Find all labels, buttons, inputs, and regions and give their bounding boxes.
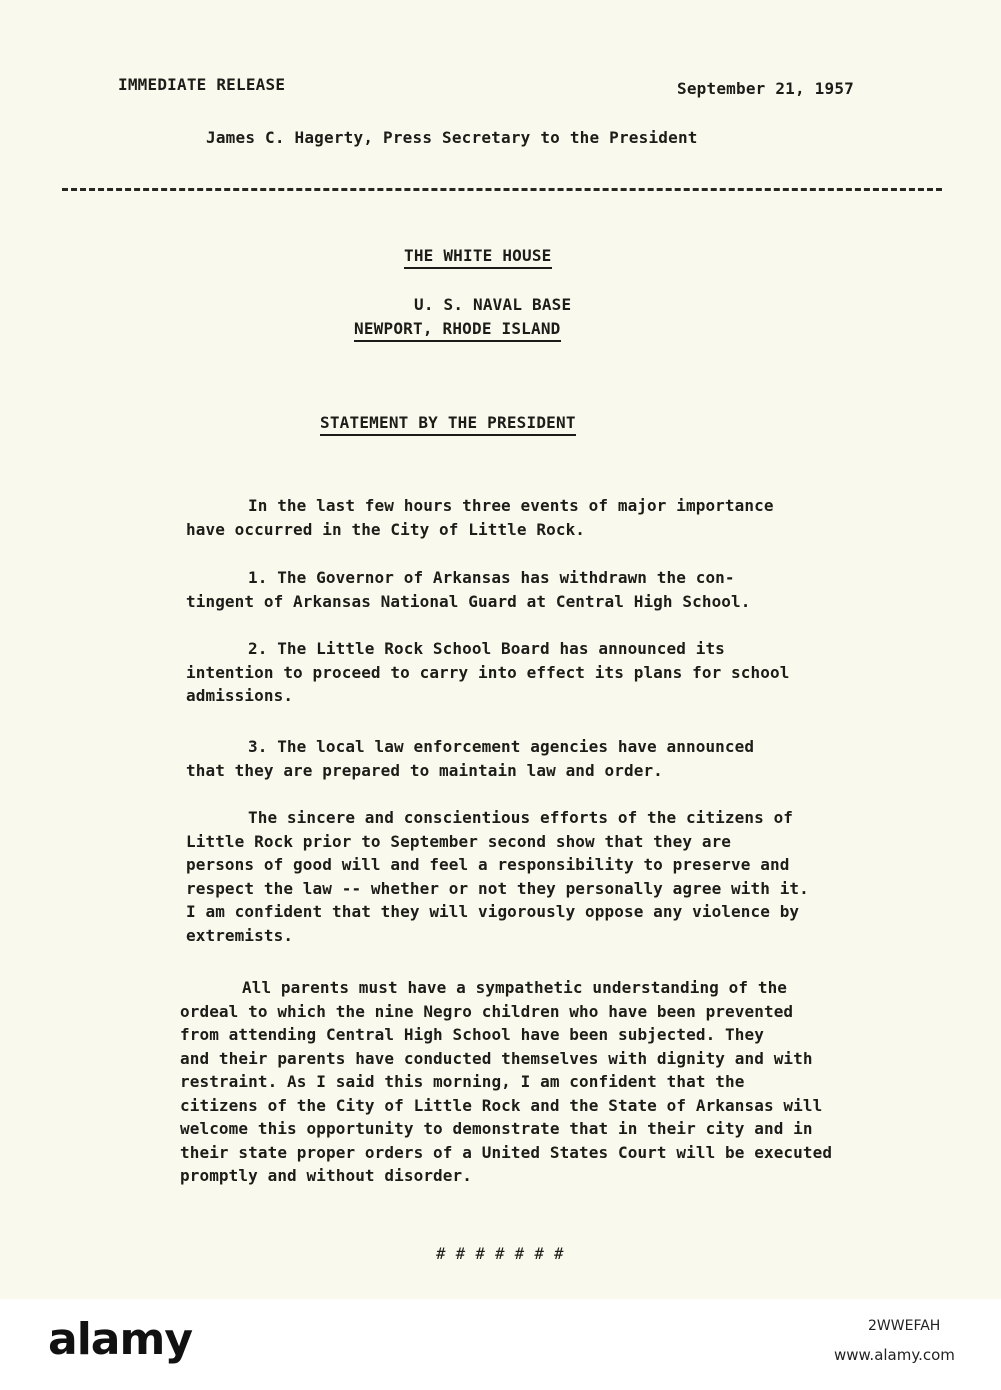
- release-label: IMMEDIATE RELEASE: [118, 75, 286, 94]
- press-secretary-line: James C. Hagerty, Press Secretary to the President: [206, 128, 698, 147]
- location-line-2: NEWPORT, RHODE ISLAND: [354, 319, 561, 342]
- brand-logo: alamy: [48, 1314, 192, 1365]
- item-1-paragraph: 1. The Governor of Arkansas has withdrawn the con- tingent of Arkansas National Guard at Central High School.: [186, 568, 751, 611]
- image-id: 2WWEFAH: [868, 1318, 941, 1334]
- parents-paragraph: All parents must have a sympathetic understanding of the ordeal to which the nine Negro children who have been prevented from attending Central High School have been subjected. They and their parents have conducted themselves with dignity and with restraint. As I said this morning, I am confident that the citizens of the City of Little Rock and the State of Arkansas will welcome this opportunity to demonstrate that in their city and in their state proper orders of a United States Court will be executed promptly and without disorder.: [180, 978, 833, 1185]
- citizens-paragraph: The sincere and conscientious efforts of the citizens of Little Rock prior to September second show that they are persons of good will and feel a responsibility to preserve and respect the law -- whether or not they personally agree with it. I am confident that they will vigorously oppose any violence by extremists.: [186, 808, 809, 945]
- statement-title: STATEMENT BY THE PRESIDENT: [320, 413, 576, 436]
- intro-paragraph: In the last few hours three events of major importance have occurred in the City of Little Rock.: [186, 496, 774, 539]
- site-url: www.alamy.com: [834, 1346, 955, 1364]
- end-mark: # # # # # # #: [436, 1244, 564, 1263]
- item-2-paragraph: 2. The Little Rock School Board has announced its intention to proceed to carry into effect its plans for school admissions.: [186, 639, 790, 705]
- location-line-1: U. S. NAVAL BASE: [414, 295, 572, 314]
- dashed-divider: [62, 188, 942, 191]
- white-house-heading: THE WHITE HOUSE: [404, 246, 552, 269]
- item-3-paragraph: 3. The local law enforcement agencies have announced that they are prepared to maintain law and order.: [186, 737, 755, 780]
- release-date: September 21, 1957: [677, 79, 854, 98]
